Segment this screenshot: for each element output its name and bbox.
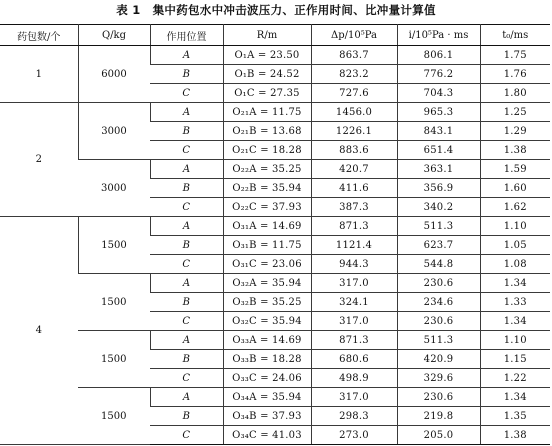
impulse-cell: 843.1 [397,122,480,141]
duration-cell: 1.80 [480,84,550,103]
position-cell: C [150,312,223,331]
impulse-cell: 356.9 [397,179,480,198]
distance-cell: O₁A = 23.50 [223,46,311,65]
position-cell: C [150,84,223,103]
pressure-cell: 387.3 [311,198,397,217]
distance-cell: O₃₁A = 14.69 [223,217,311,236]
pressure-cell: 871.3 [311,331,397,350]
pressure-cell: 317.0 [311,274,397,293]
pressure-cell: 324.1 [311,293,397,312]
pressure-cell: 273.0 [311,426,397,445]
duration-cell: 1.34 [480,312,550,331]
duration-cell: 1.10 [480,331,550,350]
pressure-cell: 680.6 [311,350,397,369]
charge-mass-cell: 3000 [78,160,150,217]
impulse-cell: 329.6 [397,369,480,388]
distance-cell: O₃₃A = 14.69 [223,331,311,350]
table-body [0,46,550,445]
position-cell: C [150,426,223,445]
caption-title: 集中药包水中冲击波压力、正作用时间、比冲量计算值 [152,3,436,17]
table-row [0,274,550,293]
impulse-cell: 205.0 [397,426,480,445]
distance-cell: O₃₃B = 18.28 [223,350,311,369]
pressure-cell: 317.0 [311,388,397,407]
duration-cell: 1.38 [480,426,550,445]
distance-cell: O₂₂A = 35.25 [223,160,311,179]
caption-label: 表 1 [116,3,141,17]
charge-mass-cell: 1500 [78,331,150,388]
impulse-cell: 511.3 [397,217,480,236]
table-row [0,46,550,65]
impulse-cell: 965.3 [397,103,480,122]
header-pressure: Δp/10⁵Pa [311,25,397,46]
position-cell: A [150,103,223,122]
duration-cell: 1.59 [480,160,550,179]
distance-cell: O₃₂B = 35.25 [223,293,311,312]
distance-cell: O₂₂C = 37.93 [223,198,311,217]
impulse-cell: 651.4 [397,141,480,160]
pressure-cell: 498.9 [311,369,397,388]
distance-cell: O₃₄A = 35.94 [223,388,311,407]
duration-cell: 1.15 [480,350,550,369]
charge-mass-cell: 1500 [78,388,150,445]
table-row [0,103,550,122]
impulse-cell: 420.9 [397,350,480,369]
table-row [0,388,550,407]
charge-count-cell: 1 [0,46,78,103]
pressure-cell: 883.6 [311,141,397,160]
impulse-cell: 234.6 [397,293,480,312]
position-cell: A [150,274,223,293]
impulse-cell: 806.1 [397,46,480,65]
distance-cell: O₃₁C = 23.06 [223,255,311,274]
duration-cell: 1.35 [480,407,550,426]
duration-cell: 1.10 [480,217,550,236]
impulse-cell: 511.3 [397,331,480,350]
header-distance: R/m [223,25,311,46]
duration-cell: 1.75 [480,46,550,65]
duration-cell: 1.33 [480,293,550,312]
impulse-cell: 544.8 [397,255,480,274]
impulse-cell: 623.7 [397,236,480,255]
duration-cell: 1.62 [480,198,550,217]
pressure-cell: 317.0 [311,312,397,331]
position-cell: B [150,407,223,426]
pressure-cell: 1456.0 [311,103,397,122]
pressure-cell: 727.6 [311,84,397,103]
position-cell: A [150,388,223,407]
position-cell: B [150,293,223,312]
charge-count-cell: 4 [0,217,78,445]
distance-cell: O₂₁B = 13.68 [223,122,311,141]
table-row [0,160,550,179]
charge-mass-cell: 3000 [78,103,150,160]
table-caption [0,3,552,17]
pressure-cell: 298.3 [311,407,397,426]
duration-cell: 1.34 [480,388,550,407]
header-position: 作用位置 [150,25,223,46]
position-cell: A [150,217,223,236]
distance-cell: O₂₁A = 11.75 [223,103,311,122]
impulse-cell: 776.2 [397,65,480,84]
charge-mass-cell: 6000 [78,46,150,103]
position-cell: B [150,350,223,369]
pressure-cell: 871.3 [311,217,397,236]
charge-mass-cell: 1500 [78,217,150,274]
distance-cell: O₂₁C = 18.28 [223,141,311,160]
position-cell: A [150,46,223,65]
header-duration: t₀/ms [480,25,550,46]
duration-cell: 1.76 [480,65,550,84]
distance-cell: O₁B = 24.52 [223,65,311,84]
position-cell: C [150,141,223,160]
header-impulse: i/10⁵Pa · ms [397,25,480,46]
header-charge-count: 药包数/个 [0,25,78,46]
position-cell: C [150,198,223,217]
distance-cell: O₃₃C = 24.06 [223,369,311,388]
distance-cell: O₂₂B = 35.94 [223,179,311,198]
charge-count-cell: 2 [0,103,78,217]
distance-cell: O₃₁B = 11.75 [223,236,311,255]
pressure-cell: 420.7 [311,160,397,179]
impulse-cell: 230.6 [397,274,480,293]
distance-cell: O₃₄C = 41.03 [223,426,311,445]
position-cell: C [150,369,223,388]
position-cell: A [150,160,223,179]
header-charge-mass: Q/kg [78,25,150,46]
duration-cell: 1.38 [480,141,550,160]
position-cell: B [150,65,223,84]
pressure-cell: 823.2 [311,65,397,84]
table-row [0,331,550,350]
distance-cell: O₃₂C = 35.94 [223,312,311,331]
charge-mass-cell: 1500 [78,274,150,331]
header-row [0,25,550,46]
pressure-cell: 411.6 [311,179,397,198]
duration-cell: 1.05 [480,236,550,255]
duration-cell: 1.34 [480,274,550,293]
duration-cell: 1.25 [480,103,550,122]
impulse-cell: 363.1 [397,160,480,179]
position-cell: A [150,331,223,350]
results-table [0,24,550,445]
pressure-cell: 944.3 [311,255,397,274]
distance-cell: O₁C = 27.35 [223,84,311,103]
pressure-cell: 1121.4 [311,236,397,255]
impulse-cell: 230.6 [397,388,480,407]
duration-cell: 1.29 [480,122,550,141]
impulse-cell: 219.8 [397,407,480,426]
pressure-cell: 1226.1 [311,122,397,141]
table-row [0,217,550,236]
distance-cell: O₃₂A = 35.94 [223,274,311,293]
distance-cell: O₃₄B = 37.93 [223,407,311,426]
duration-cell: 1.08 [480,255,550,274]
pressure-cell: 863.7 [311,46,397,65]
impulse-cell: 230.6 [397,312,480,331]
position-cell: C [150,255,223,274]
position-cell: B [150,179,223,198]
impulse-cell: 704.3 [397,84,480,103]
duration-cell: 1.60 [480,179,550,198]
position-cell: B [150,236,223,255]
position-cell: B [150,122,223,141]
impulse-cell: 340.2 [397,198,480,217]
duration-cell: 1.22 [480,369,550,388]
